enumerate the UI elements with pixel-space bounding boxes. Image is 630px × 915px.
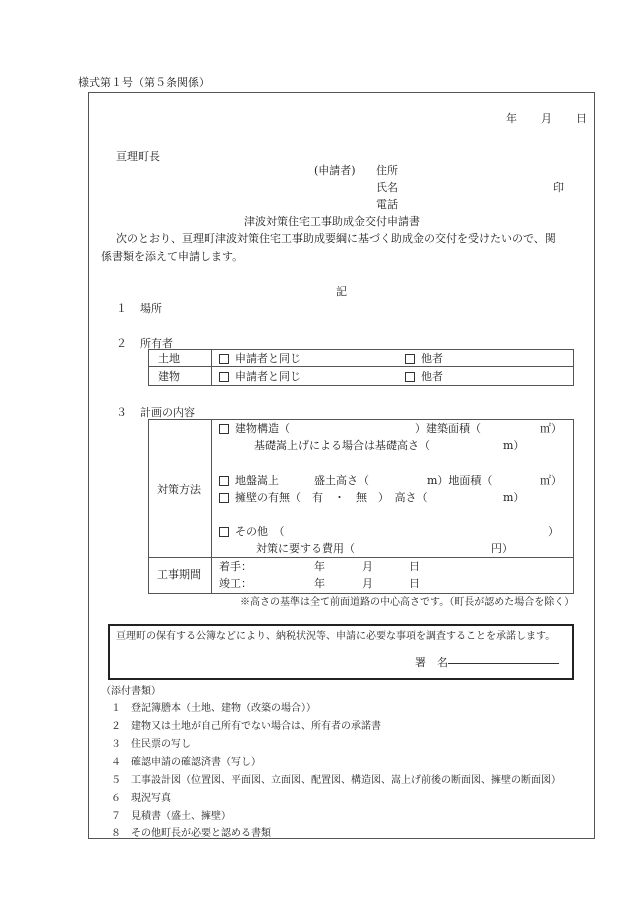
intro-line-2: 係書類を添えて申請します。 xyxy=(101,250,244,263)
owner-row-building-opt1[interactable]: 申請者と同じ xyxy=(219,371,301,382)
checkbox-icon[interactable] xyxy=(219,354,229,364)
checkbox-icon[interactable] xyxy=(405,354,415,364)
checkbox-icon[interactable] xyxy=(219,493,229,503)
owner-row-land-label: 土地 xyxy=(158,352,180,365)
applicant-phone-label: 電話 xyxy=(376,198,398,211)
section2-label: 所有者 xyxy=(140,337,173,350)
signature-line[interactable] xyxy=(448,663,559,664)
document-title: 津波対策住宅工事助成金交付申請書 xyxy=(244,215,420,228)
signature-label: 署 名 xyxy=(415,656,448,669)
section1-label: 場所 xyxy=(140,302,162,315)
section1-number: １ xyxy=(116,302,127,315)
building-structure-option[interactable]: 建物構造（ xyxy=(219,423,290,434)
start-year: 年 xyxy=(314,560,325,573)
end-label: 竣工： xyxy=(219,577,252,590)
ground-area-unit: ㎡） xyxy=(540,474,562,487)
end-month: 月 xyxy=(362,577,373,590)
ground-raise-option[interactable]: 地盤嵩上 xyxy=(219,475,279,486)
owner-row-land-opt2[interactable]: 他者 xyxy=(405,353,443,364)
start-label: 着手： xyxy=(219,560,252,573)
intro-line-1: 次のとおり、亘理町津波対策住宅工事助成要綱に基づく助成金の交付を受けたいので、関 xyxy=(116,232,556,245)
height-note: ※高さの基準は全て前面道路の中心高さです。（町長が認めた場合を除く） xyxy=(240,597,575,608)
ground-area-label: m）地面積（ xyxy=(427,474,493,487)
foundation-note: 基礎嵩上げによる場合は基礎高さ（ xyxy=(254,439,430,452)
cost-label: 対策に要する費用（ xyxy=(256,542,355,555)
attachment-item: ３ 住民票の写し xyxy=(111,739,191,750)
attachment-item: ６ 現況写真 xyxy=(111,793,171,804)
seal-mark: 印 xyxy=(553,181,564,194)
attachments-heading: （添付書類） xyxy=(101,686,161,697)
date-day: 日 xyxy=(576,112,587,125)
foundation-unit: m） xyxy=(503,439,525,452)
building-area-unit: ㎡） xyxy=(540,422,562,435)
retaining-wall-option[interactable]: 擁壁の有無（ 有 ・ 無 ） 高さ（ xyxy=(219,492,428,503)
attachment-item: ４ 確認申請の確認済書（写し） xyxy=(111,757,261,768)
end-day: 日 xyxy=(409,577,420,590)
start-day: 日 xyxy=(409,560,420,573)
method-label: 対策方法 xyxy=(157,483,201,496)
applicant-label: (申請者) xyxy=(314,164,356,177)
applicant-name-label: 氏名 xyxy=(376,181,398,194)
retaining-wall-unit: m） xyxy=(503,491,525,504)
end-year: 年 xyxy=(314,577,325,590)
checkbox-icon[interactable] xyxy=(219,476,229,486)
attachment-item: ５ 工事設計図（位置図、平面図、立面図、配置図、構造図、嵩上げ前後の断面図、擁壁の断面図） xyxy=(111,775,561,786)
date-year: 年 xyxy=(506,112,517,125)
checkbox-icon[interactable] xyxy=(219,424,229,434)
attachment-item: ７ 見積書（盛土、擁壁） xyxy=(111,811,231,822)
form-number: 様式第１号（第５条関係） xyxy=(78,76,210,89)
consent-text: 亘理町の保有する公簿などにより、納税状況等、申請に必要な事項を調査することを承諾します。 xyxy=(116,631,556,642)
owner-row-building-label: 建物 xyxy=(158,370,180,383)
start-month: 月 xyxy=(362,560,373,573)
fill-height-label: 盛土高さ（ xyxy=(314,474,369,487)
owner-row-land-opt1[interactable]: 申請者と同じ xyxy=(219,353,301,364)
applicant-address-label: 住所 xyxy=(376,164,398,177)
checkbox-icon[interactable] xyxy=(219,527,229,537)
section2-number: ２ xyxy=(116,337,127,350)
ki-heading: 記 xyxy=(336,285,347,298)
attachment-item: １ 登記簿謄本（土地、建物（改築の場合）） xyxy=(111,703,316,714)
attachment-item: ８ その他町長が必要と認める書類 xyxy=(111,828,271,839)
other-option[interactable]: その他 （ xyxy=(219,526,285,537)
other-close: ） xyxy=(548,525,559,538)
building-area-label: ）建築面積（ xyxy=(415,422,481,435)
section3-number: ３ xyxy=(116,406,127,419)
owner-row-building-opt2[interactable]: 他者 xyxy=(405,371,443,382)
attachment-item: ２ 建物又は土地が自己所有でない場合は、所有者の承諾書 xyxy=(111,721,381,732)
cost-unit: 円） xyxy=(491,542,513,555)
addressee: 亘理町長 xyxy=(116,150,160,163)
section3-label: 計画の内容 xyxy=(140,406,195,419)
period-label: 工事期間 xyxy=(157,568,201,581)
checkbox-icon[interactable] xyxy=(405,372,415,382)
date-month: 月 xyxy=(541,112,552,125)
checkbox-icon[interactable] xyxy=(219,372,229,382)
